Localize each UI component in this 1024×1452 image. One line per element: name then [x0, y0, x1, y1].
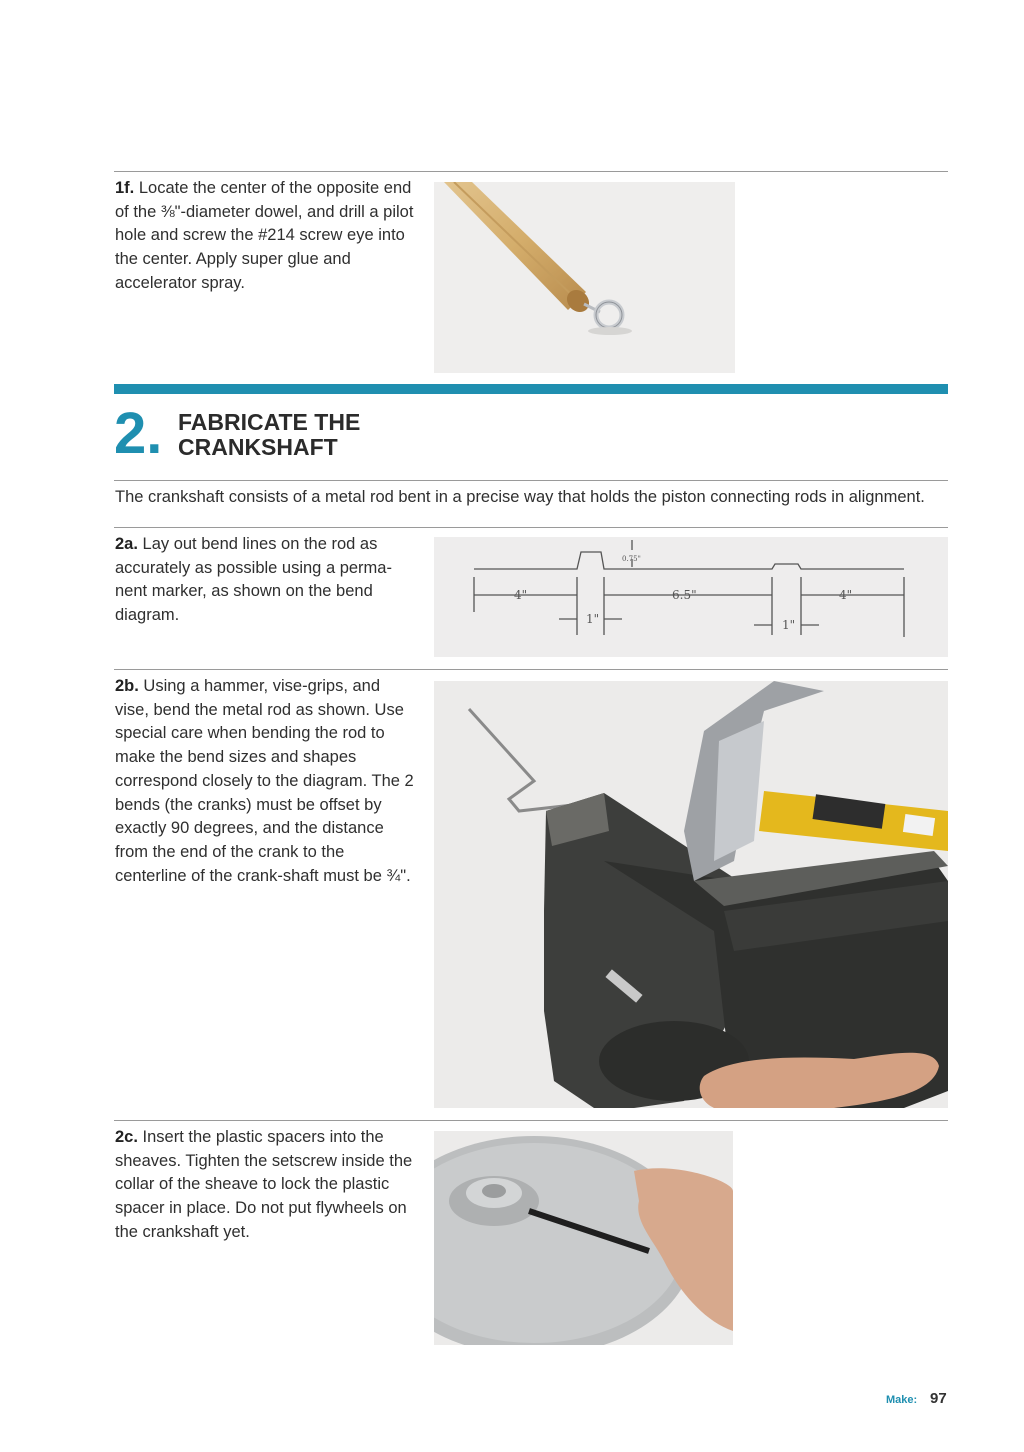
divider-2c [114, 1120, 948, 1121]
step-1f-label: 1f. [115, 179, 135, 197]
divider-2b [114, 669, 948, 670]
divider-2a [114, 527, 948, 528]
diagram-right-length: 4" [839, 588, 853, 602]
section-accent-bar [114, 384, 948, 394]
step-1f-body: Locate the center of the opposite end of the ⅜"-diameter dowel, and drill a pilot hole and screw the #214 screw eye into the center. Apply super glue and accelerator spray. [115, 179, 414, 292]
step-2c-body: Insert the plastic spacers into the sheaves. Tighten the setscrew inside the collar of the sheave to lock the plastic spacer in place. Do not put flywheels on the crankshaft yet. [115, 1128, 413, 1241]
page-number: 97 [930, 1390, 947, 1407]
step-2a-text [115, 533, 415, 628]
section-intro: The crankshaft consists of a metal rod bent in a precise way that holds the piston connecting rods in alignment. [115, 488, 925, 506]
step-2b-text [115, 675, 415, 888]
step-2a-label: 2a. [115, 535, 138, 553]
step-2c-text [115, 1126, 415, 1245]
footer-brand: Make: [886, 1394, 918, 1406]
divider-section [114, 480, 948, 481]
diagram-mid-length: 6.5" [672, 588, 697, 602]
section-number: 2. [114, 401, 163, 466]
diagram-offset: 0.75" [622, 555, 641, 563]
vise-hammer-photo [434, 681, 948, 1108]
step-1f-text [115, 177, 415, 296]
step-2a-body: Lay out bend lines on the rod as accurately as possible using a perma-nent marker, as shown on the bend diagram. [115, 535, 392, 625]
step-2b-body: Using a hammer, vise-grips, and vise, bend the metal rod as shown. Use special care when bending the rod to make the bend sizes and shapes correspond closely to the diagram. The 2 bends (the cranks) must be offset by exactly 90 degrees, and the distance from the end of the crank to the centerline of the crank-shaft must be ¾". [115, 677, 414, 885]
sheave-spacer-photo [434, 1131, 733, 1345]
dowel-screw-eye-photo [434, 182, 735, 373]
step-2c-label: 2c. [115, 1128, 138, 1146]
section-title: FABRICATE THE CRANKSHAFT [178, 409, 361, 460]
bend-diagram-photo [434, 537, 948, 657]
divider-top [114, 171, 948, 172]
diagram-right-crank: 1" [782, 618, 796, 632]
diagram-left-crank: 1" [586, 612, 600, 626]
step-2b-label: 2b. [115, 677, 139, 695]
diagram-left-length: 4" [514, 588, 528, 602]
